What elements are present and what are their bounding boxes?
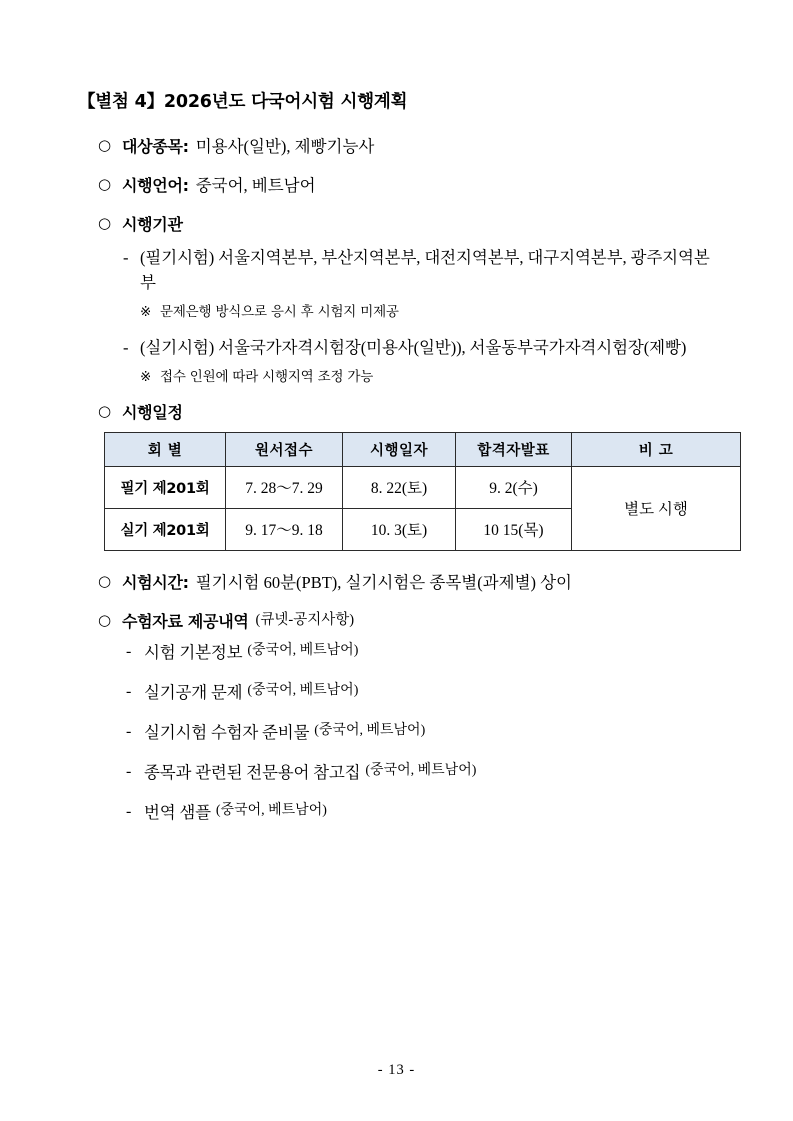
- bullet-circle-icon: ○: [98, 610, 112, 629]
- column-header-result-date: 합격자발표: [456, 432, 572, 466]
- org-note-written-text: 문제은행 방식으로 응시 후 시험지 미제공: [160, 303, 399, 320]
- list-item-languages: (중국어, 베트남어): [247, 683, 359, 699]
- org-note-practical-text: 접수 인원에 따라 시행지역 조정 가능: [160, 368, 374, 385]
- list-item-languages: (중국어, 베트남어): [247, 643, 359, 659]
- section-label-exam-time: 시험시간:: [122, 572, 189, 592]
- reference-mark-icon: ※: [140, 368, 152, 385]
- list-item-label: 종목과 관련된 전문용어 참고집: [144, 763, 361, 783]
- section-label-target-subjects: 대상종목:: [122, 137, 189, 156]
- cell-application-practical: 9. 17～9. 18: [226, 508, 343, 550]
- materials-list: [78, 641, 721, 824]
- bullet-circle-icon: ○: [98, 174, 112, 193]
- list-item: [78, 681, 721, 704]
- org-item-written: [78, 246, 721, 296]
- cell-exam-date-written: 8. 22(토): [343, 466, 456, 508]
- dash-icon: -: [126, 723, 132, 741]
- section-label-languages: 시행언어:: [122, 175, 189, 195]
- bullet-circle-icon: ○: [98, 136, 112, 154]
- org-item-written-text: (필기시험) 서울지역본부, 부산지역본부, 대전지역본부, 대구지역본부, 광주지역본부: [140, 248, 710, 292]
- page-number: - 13 -: [377, 1062, 416, 1078]
- cell-round-written: 필기 제201회: [105, 466, 226, 508]
- list-item-label: 실기공개 문제: [144, 683, 243, 703]
- list-item: [78, 641, 721, 664]
- list-item-languages: (중국어, 베트남어): [215, 803, 327, 819]
- section-value-languages: 중국어, 베트남어: [195, 175, 316, 195]
- org-item-practical-text: (실기시험) 서울국가자격시험장(미용사(일반)), 서울동부국가자격시험장(제빵): [140, 337, 687, 357]
- table-header-row: [105, 432, 741, 466]
- column-header-application: 원서접수: [226, 432, 343, 466]
- cell-remarks: 별도 시행: [572, 466, 741, 550]
- section-target-subjects: [78, 135, 721, 159]
- cell-application-written: 7. 28～7. 29: [226, 466, 343, 508]
- dash-icon: -: [126, 643, 132, 661]
- column-header-exam-date: 시행일자: [343, 432, 456, 466]
- org-item-practical: [78, 336, 721, 361]
- cell-result-date-practical: 10 15(목): [456, 508, 572, 550]
- list-item: [78, 801, 721, 824]
- list-item-label: 시험 기본정보: [144, 643, 243, 663]
- table-row: [105, 466, 741, 508]
- dash-icon: -: [126, 683, 132, 701]
- bullet-circle-icon: ○: [98, 213, 112, 232]
- list-item-label: 실기시험 수험자 준비물: [144, 723, 310, 743]
- list-item-languages: (중국어, 베트남어): [365, 763, 477, 779]
- section-label-materials: 수험자료 제공내역: [122, 611, 249, 631]
- bullet-circle-icon: ○: [98, 401, 112, 420]
- section-label-organizations: 시행기관: [122, 214, 183, 234]
- bullet-circle-icon: ○: [98, 571, 112, 590]
- section-value-exam-time: 필기시험 60분(PBT), 실기시험은 종목별(과제별) 상이: [195, 572, 573, 592]
- dash-icon: -: [126, 803, 132, 821]
- section-schedule: [78, 401, 721, 424]
- cell-result-date-written: 9. 2(수): [456, 466, 572, 508]
- column-header-round: 회 별: [105, 432, 226, 466]
- schedule-table-wrapper: [78, 432, 721, 551]
- cell-round-practical: 실기 제201회: [105, 508, 226, 550]
- section-label-schedule: 시행일정: [122, 402, 183, 422]
- section-exam-time: [78, 571, 721, 595]
- list-item-label: 번역 샘플: [144, 803, 211, 823]
- section-materials: [78, 610, 721, 633]
- list-item-languages: (중국어, 베트남어): [314, 723, 426, 739]
- reference-mark-icon: ※: [140, 303, 152, 320]
- schedule-table: [104, 432, 741, 551]
- section-languages: [78, 174, 721, 198]
- list-item: [78, 761, 721, 784]
- dash-icon: -: [123, 337, 129, 357]
- list-item: [78, 721, 721, 744]
- page-title: 【별첨 4】2026년도 다국어시험 시행계획: [78, 92, 408, 112]
- org-note-written: [78, 302, 721, 322]
- section-organizations: [78, 213, 721, 236]
- cell-exam-date-practical: 10. 3(토): [343, 508, 456, 550]
- section-value-target-subjects: 미용사(일반), 제빵기능사: [195, 137, 375, 156]
- dash-icon: -: [126, 763, 132, 781]
- column-header-remarks: 비 고: [572, 432, 741, 466]
- org-note-practical: [78, 367, 721, 387]
- section-value-materials-source: (큐넷-공지사항): [255, 611, 355, 628]
- dash-icon: -: [123, 248, 129, 268]
